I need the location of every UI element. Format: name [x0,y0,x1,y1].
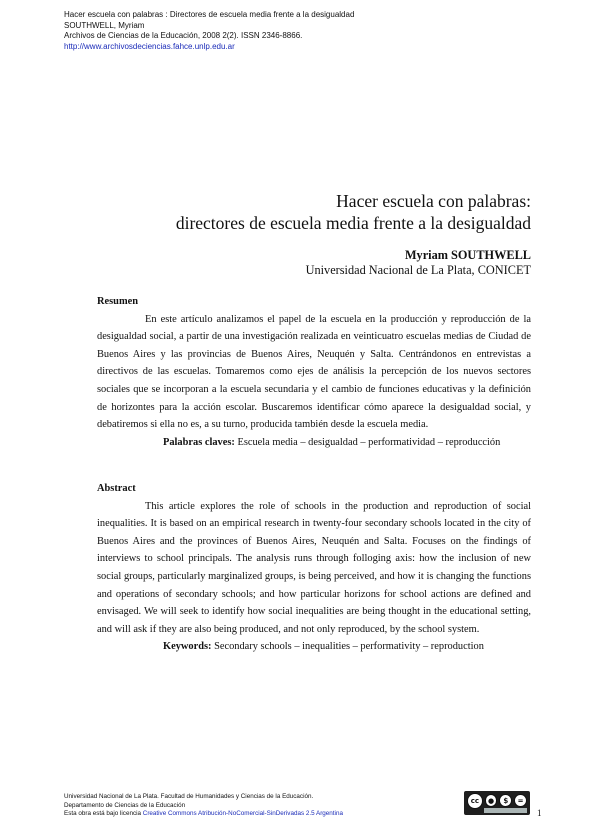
author-affiliation: Universidad Nacional de La Plata, CONICET [305,263,531,277]
abstract-keywords [97,638,531,656]
header-journal-line: Archivos de Ciencias de la Educación, 2008 2(2). ISSN 2346-8866. [64,31,303,41]
resumen-body: En este artículo analizamos el papel de la escuela en la producción y reproducción de la desigualdad social, a partir de una investigación realizada en veinticuatro escuelas medias de Ciudad de Buenos Aires y las provincias de Buenos Aires, Neuquén y Salta. Centrándonos en entrevistas a directivos de las escuelas. Tomaremos como ejes de análisis la percepción de los nuevos sectores sociales que se incorporan a la escuela secundaria y el cambio de funciones educativas y la definición de horizontes para la acción escolar. Buscaremos identificar cómo aparece la desigualdad social, y debatiremos si ella no es, a su turno, producida también desde la escuela media. [97,313,531,431]
page-footer [64,793,343,819]
footer-university: Universidad Nacional de La Plata. Facultad de Humanidades y Ciencias de la Educación. [64,793,314,800]
author-name: Myriam SOUTHWELL [404,248,531,262]
by-icon: ● [485,794,498,807]
abstract-heading: Abstract [97,483,136,494]
cc-icon: cc [467,793,483,809]
resumen-keywords-text: Escuela media – desigualdad – performatividad – reproducción [237,436,501,448]
header-author-line: SOUTHWELL, Myriam [64,20,145,30]
header-url-link[interactable]: http://www.archivosdeciencias.fahce.unlp.edu.ar [64,41,235,51]
abstract-keywords-text: Secondary schools – inequalities – performativity – reproduction [214,641,484,653]
resumen-keywords [97,434,531,452]
page-number: 1 [537,808,542,818]
header-title-line: Hacer escuela con palabras : Directores de escuela media frente a la desigualdad [64,10,355,19]
title-line-1: Hacer escuela con palabras: [336,191,531,211]
footer-department: Departamento de Ciencias de la Educación [64,801,186,809]
cc-license-badge[interactable] [464,791,530,815]
license-link[interactable]: Creative Commons Atribución-NoComercial-SinDerivadas 2.5 Argentina [142,810,343,818]
running-header [64,10,354,52]
abstract-section [97,480,531,656]
resumen-keywords-label: Palabras claves: [163,436,235,448]
article-title [176,190,531,234]
nc-icon: $ [499,794,512,807]
title-line-2: directores de escuela media frente a la desigualdad [175,213,531,233]
abstract-body: This article explores the role of schools in the production and reproduction of social inequalities. It is based on an empirical research in twenty-four secondary schools located in the city of Buenos Aires and the provinces of Buenos Aires, Neuquén and Salta. Focuses on the findings of interviews to school principals. The analysis runs through folloging axis: how the inclusion of new social groups, particularly marginalized groups, is being perceived, and how it is changing the functions and operations of secondary schools; and how particular horizons for school actions are defined and envisaged. We will seek to identify how social inequalities are being thought in the educational setting, and will ask if they are also being produced, and not only reproduced, by the school system. [97,500,531,635]
footer-license-prefix: Esta obra está bajo licencia [64,810,142,818]
abstract-keywords-label: Keywords: [163,641,212,653]
resumen-section [97,293,531,451]
license-strip [484,808,527,813]
resumen-heading: Resumen [97,296,138,307]
footer-license-line [64,810,343,819]
nd-icon: = [514,794,527,807]
author-block [306,248,531,278]
